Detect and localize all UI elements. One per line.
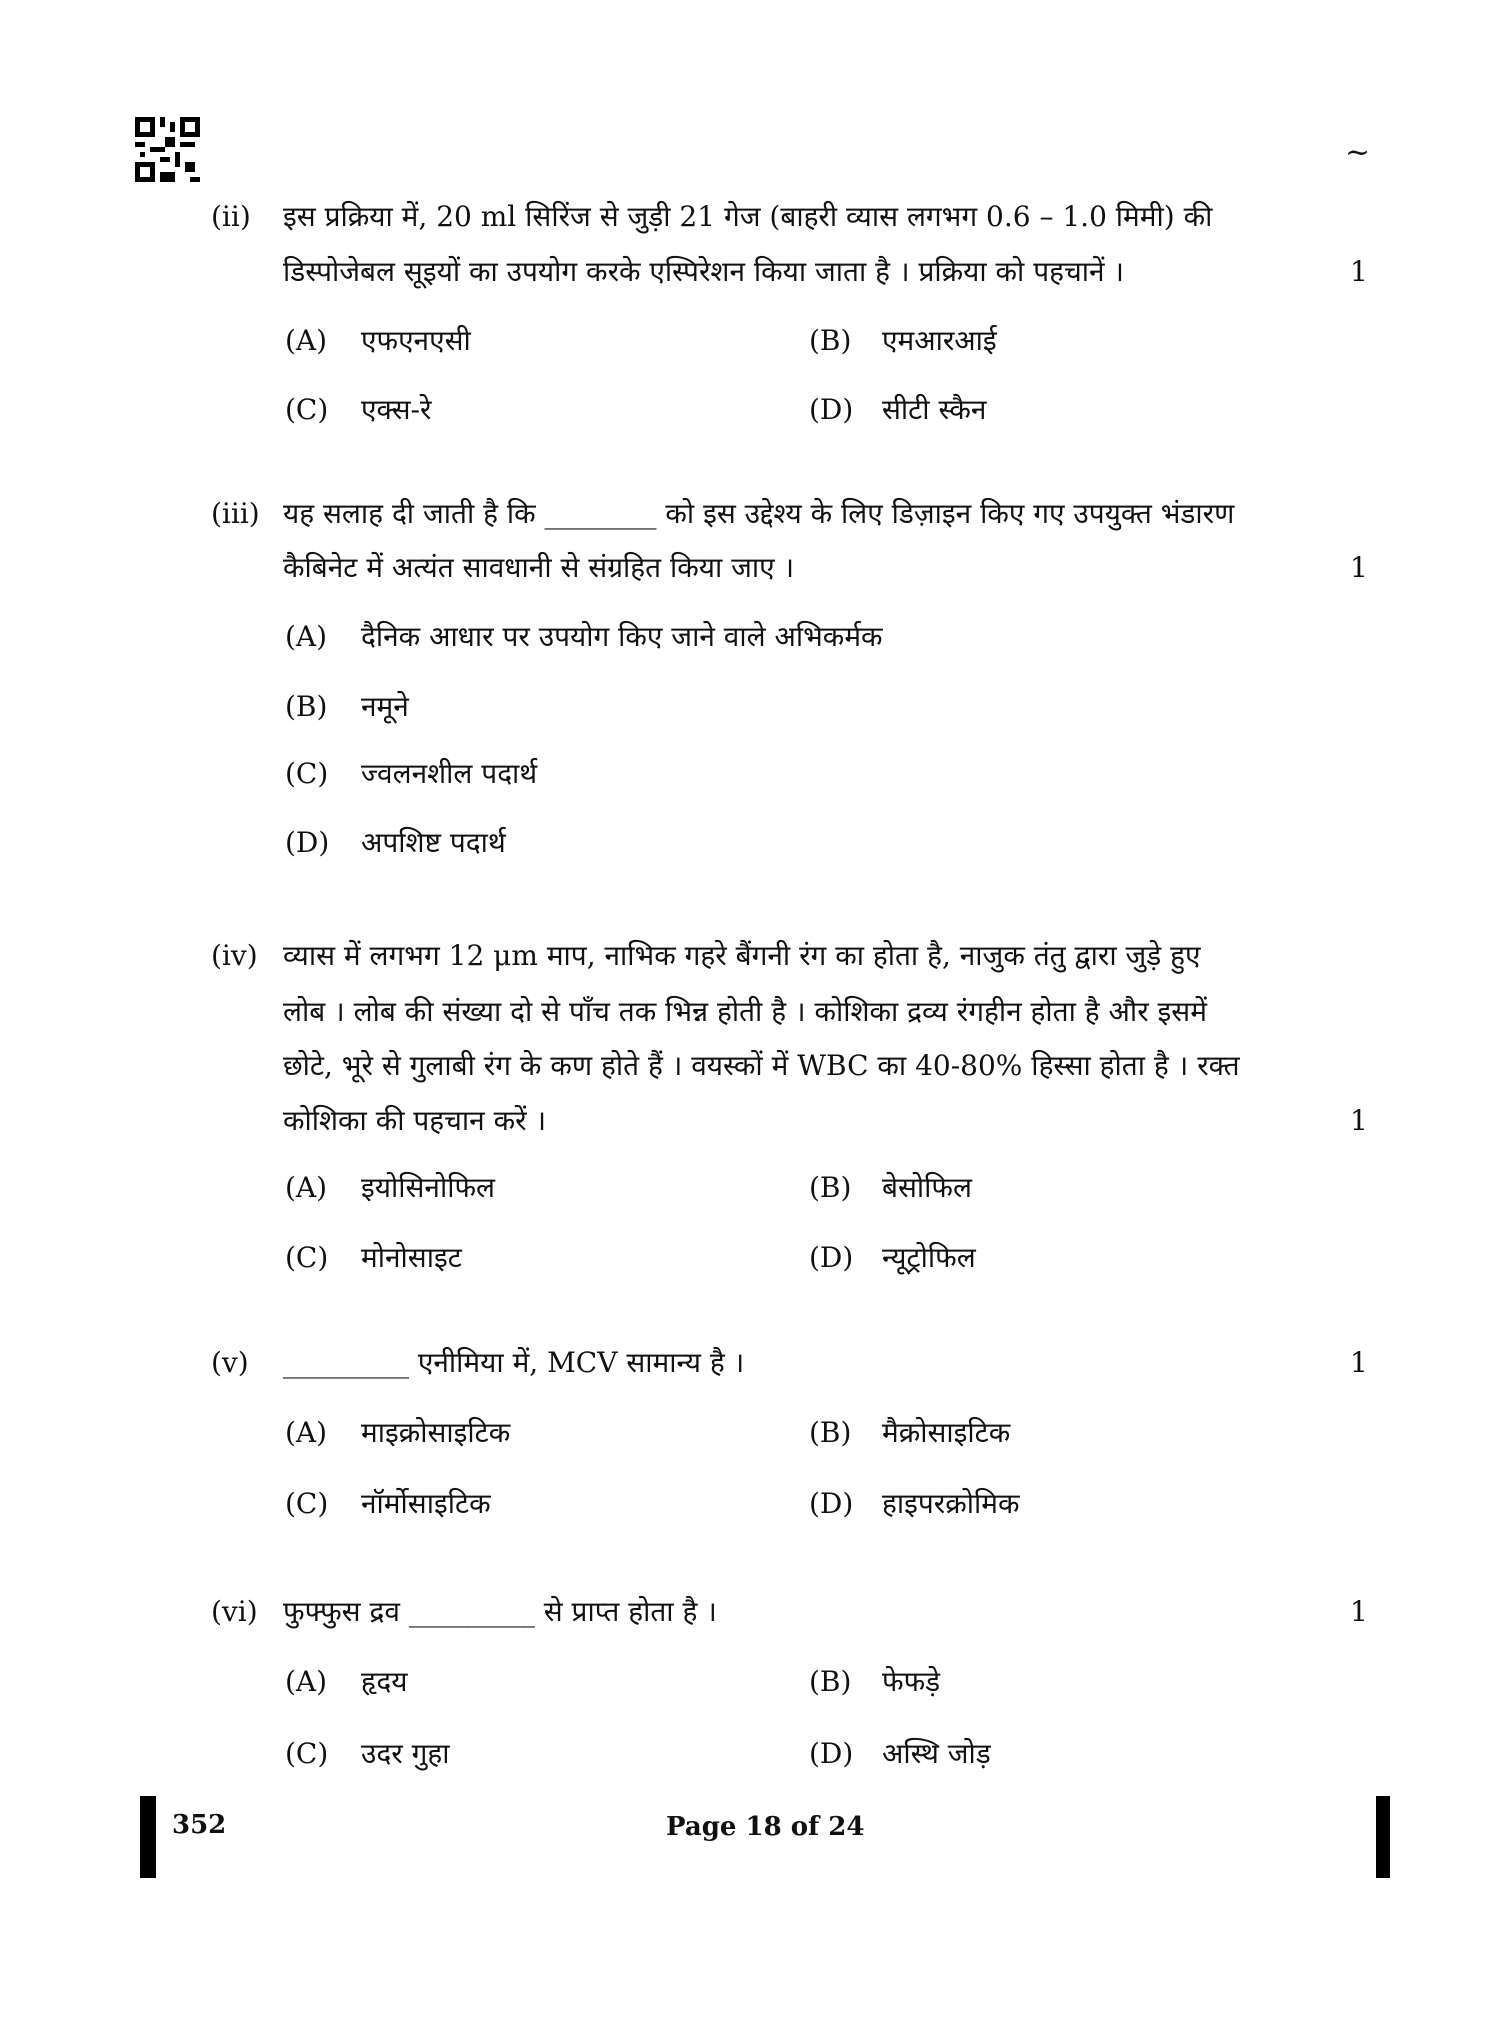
option-label: (C): [285, 393, 329, 426]
option-label: (A): [285, 1171, 328, 1204]
option-label: (C): [285, 1487, 329, 1520]
question-number: (v): [211, 1346, 249, 1379]
question-marks: 1: [1350, 1595, 1368, 1628]
question-text: कोशिका की पहचान करें ।: [283, 1104, 547, 1137]
option-text: अस्थि जोड़: [882, 1737, 991, 1770]
question-text: फुफ्फुस द्रव _________ से प्राप्त होता है ।: [283, 1595, 717, 1628]
question-number: (vi): [211, 1595, 258, 1628]
page-number: Page 18 of 24: [666, 1812, 865, 1842]
option-label: (A): [285, 620, 328, 653]
question-text: इस प्रक्रिया में, 20 ml सिरिंज से जुड़ी 21 गेज (बाहरी व्यास लगभग 0.6 – 1.0 मिमी) की: [283, 200, 1213, 233]
option-label: (C): [285, 757, 329, 790]
question-marks: 1: [1350, 551, 1368, 584]
option-text: बेसोफिल: [882, 1171, 972, 1204]
option-label: (B): [809, 324, 852, 357]
option-label: (B): [809, 1416, 852, 1449]
option-text: सीटी स्कैन: [882, 393, 987, 426]
option-text: हाइपरक्रोमिक: [882, 1487, 1020, 1520]
question-text: व्यास में लगभग 12 μm माप, नाभिक गहरे बैंगनी रंग का होता है, नाजुक तंतु द्वारा जुड़े हुए: [283, 939, 1201, 972]
option-text: मोनोसाइट: [361, 1241, 462, 1274]
option-label: (D): [809, 1737, 854, 1770]
option-label: (A): [285, 324, 328, 357]
question-marks: 1: [1350, 1104, 1368, 1137]
option-text: एमआरआई: [882, 324, 997, 357]
question-marks: 1: [1350, 1346, 1368, 1379]
question-text: यह सलाह दी जाती है कि ________ को इस उद्देश्य के लिए डिज़ाइन किए गए उपयुक्त भंडारण: [283, 497, 1235, 530]
option-text: मैक्रोसाइटिक: [882, 1416, 1011, 1449]
question-text: लोब । लोब की संख्या दो से पाँच तक भिन्न होती है । कोशिका द्रव्य रंगहीन होता है और इसमें: [283, 995, 1207, 1028]
option-label: (B): [809, 1171, 852, 1204]
left-margin-bar: [140, 1796, 156, 1878]
option-text: एक्स-रे: [361, 393, 432, 426]
question-number: (iv): [211, 939, 258, 972]
paper-code: 352: [172, 1810, 227, 1840]
question-text: कैबिनेट में अत्यंत सावधानी से संग्रहित किया जाए ।: [283, 551, 795, 584]
option-label: (C): [285, 1241, 329, 1274]
option-text: अपशिष्ट पदार्थ: [361, 826, 506, 859]
right-margin-bar: [1376, 1796, 1390, 1878]
option-text: नमूने: [361, 690, 409, 723]
option-label: (D): [809, 1241, 854, 1274]
corner-mark: ~: [1345, 135, 1371, 170]
option-text: ज्वलनशील पदार्थ: [361, 757, 538, 790]
option-label: (C): [285, 1737, 329, 1770]
question-marks: 1: [1350, 255, 1368, 288]
option-label: (B): [809, 1665, 852, 1698]
option-label: (A): [285, 1416, 328, 1449]
option-label: (D): [809, 393, 854, 426]
option-label: (D): [285, 826, 330, 859]
question-number: (iii): [211, 497, 260, 530]
option-text: नॉर्मोसाइटिक: [361, 1487, 491, 1520]
option-text: एफएनएसी: [361, 324, 471, 357]
qr-code: [135, 117, 200, 182]
question-text: छोटे, भूरे से गुलाबी रंग के कण होते हैं । वयस्कों में WBC का 40-80% हिस्सा होता है । रक्त: [283, 1049, 1240, 1082]
option-label: (D): [809, 1487, 854, 1520]
question-number: (ii): [211, 200, 251, 233]
option-text: माइक्रोसाइटिक: [361, 1416, 511, 1449]
option-label: (B): [285, 690, 328, 723]
question-text: _________ एनीमिया में, MCV सामान्य है ।: [283, 1346, 745, 1379]
option-text: दैनिक आधार पर उपयोग किए जाने वाले अभिकर्मक: [361, 620, 883, 653]
option-text: न्यूट्रोफिल: [882, 1241, 976, 1274]
question-text: डिस्पोजेबल सूइयों का उपयोग करके एस्पिरेशन किया जाता है । प्रक्रिया को पहचानें ।: [283, 255, 1125, 288]
option-text: हृदय: [361, 1665, 408, 1698]
option-label: (A): [285, 1665, 328, 1698]
option-text: इयोसिनोफिल: [361, 1171, 496, 1204]
option-text: फेफड़े: [882, 1665, 941, 1698]
option-text: उदर गुहा: [361, 1737, 450, 1770]
